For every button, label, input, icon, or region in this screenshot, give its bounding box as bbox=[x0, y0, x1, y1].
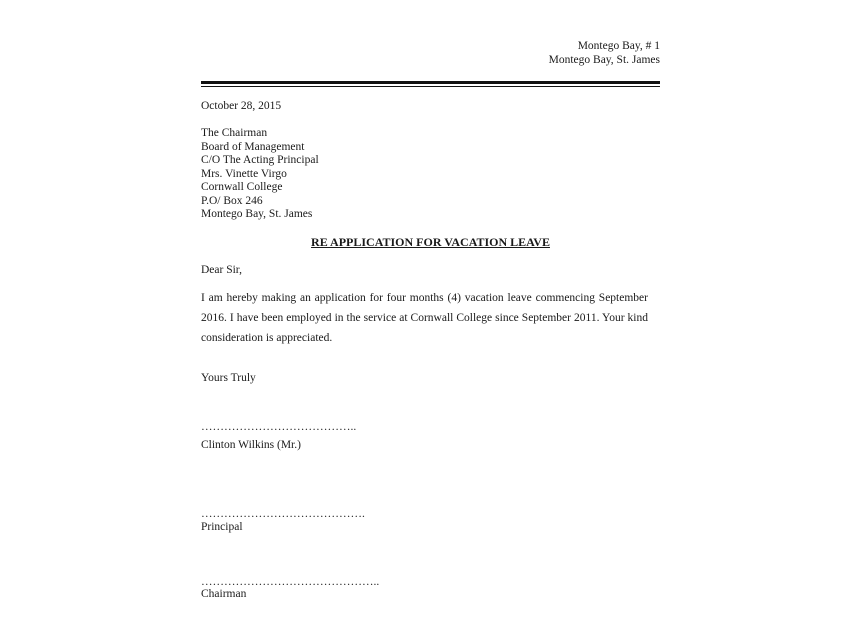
recipient-line: Montego Bay, St. James bbox=[201, 208, 313, 220]
letter-date: October 28, 2015 bbox=[201, 100, 282, 112]
recipient-line: C/O The Acting Principal bbox=[201, 154, 319, 166]
recipient-line: Cornwall College bbox=[201, 181, 283, 193]
signature-line-applicant: ………………………………….. bbox=[201, 421, 357, 433]
signature-line-principal: ……………………………………. bbox=[201, 508, 365, 520]
signature-line-chairman: ……………………………………….. bbox=[201, 576, 380, 588]
header-rule-thick bbox=[201, 81, 660, 84]
sender-address-line-1: Montego Bay, # 1 bbox=[577, 40, 660, 52]
recipient-address bbox=[201, 127, 319, 222]
recipient-line: P.O/ Box 246 bbox=[201, 194, 263, 207]
letter-subject: RE APPLICATION FOR VACATION LEAVE bbox=[311, 235, 550, 249]
sender-address-line-2: Montego Bay, St. James bbox=[548, 54, 660, 66]
signature-label-chairman: Chairman bbox=[201, 588, 247, 600]
signature-label-principal: Principal bbox=[201, 521, 243, 533]
recipient-line: The Chairman bbox=[201, 127, 268, 139]
letter-body: I am hereby making an application for four months (4) vacation leave commencing September 2016. I have been employed in the service at Cornwall College since September 2011. Your kind consideration is appreciated. bbox=[201, 292, 648, 344]
recipient-line: Mrs. Vinette Virgo bbox=[201, 167, 287, 180]
closing: Yours Truly bbox=[201, 372, 256, 384]
header-rule-thin bbox=[201, 86, 660, 87]
signature-label-applicant: Clinton Wilkins (Mr.) bbox=[201, 439, 301, 451]
recipient-line: Board of Management bbox=[201, 140, 305, 153]
salutation: Dear Sir, bbox=[201, 264, 243, 276]
